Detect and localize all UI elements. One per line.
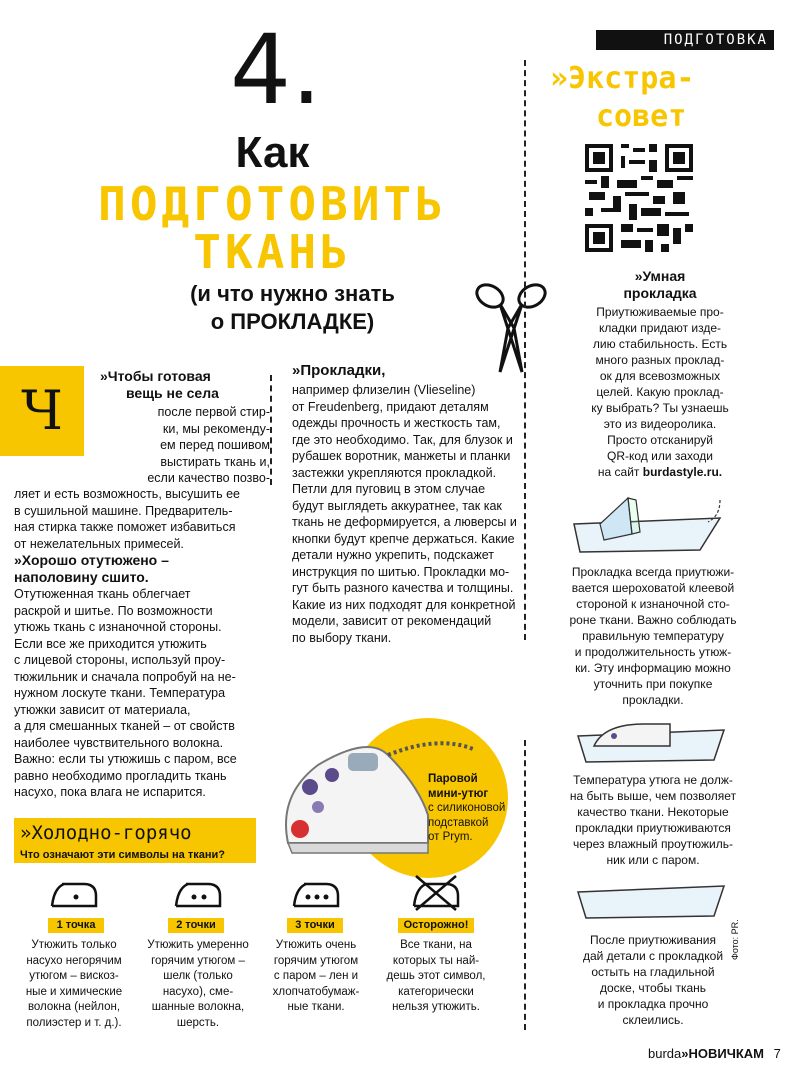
text-line: Утюжить умеренно (147, 939, 249, 951)
text-line: Петли для пуговиц в этом случае (292, 482, 486, 496)
heading-wash: »Чтобы готовая (100, 368, 211, 384)
text-line: например флизелин (Vlieseline) (292, 383, 476, 397)
text-line: с лицевой стороны, используй проу- (14, 653, 226, 667)
text-line: ная стирка также поможет избавиться (14, 520, 236, 534)
care-label-1: 1 точка (48, 918, 104, 933)
text-line: Утюжить очень (275, 939, 357, 951)
footer-brand: burda (648, 1046, 682, 1061)
photo-credit: Фото: PR. (730, 919, 740, 960)
text-line: стороной к изнаночной сто- (576, 597, 730, 611)
heading-wash-2: вещь не села (126, 385, 219, 401)
iron-caption-title-2: мини-утюг (428, 787, 489, 800)
text-line: волокна (нейлон, (27, 1001, 121, 1013)
text-line: после первой стир- (157, 405, 270, 419)
text-line: Важно: если ты утюжишь с паром, все (14, 752, 237, 766)
text-line: от нежелательных примесей. (14, 536, 184, 551)
text-line: гут быть разного качества и толщины. (292, 581, 514, 595)
text-line: на сайт (597, 465, 640, 479)
text-line: горячим утюгом – (151, 954, 245, 967)
care-label-4: Осторожно! (398, 918, 474, 933)
text-line: утюжь ткань с изнаночной стороны. (14, 620, 222, 634)
footer-rubric: »НОВИЧКАМ (681, 1046, 764, 1061)
text-line: много разных проклад- (595, 353, 725, 367)
text-line: лию стабильность. Есть (592, 337, 728, 351)
iron-three-dots-icon (290, 876, 342, 910)
subtitle-line-1: (и что нужно знать (190, 281, 395, 306)
text-line: тюжильник и сначала попробуй на не- (14, 669, 236, 684)
title-line-2: ПОДГОТОВИТЬ (98, 177, 447, 231)
care-label-2: 2 точки (168, 918, 224, 933)
column-divider (270, 375, 272, 485)
text-line: ки, мы рекоменду- (162, 421, 270, 436)
text-line: от Freudenberg, придают деталям (292, 399, 489, 414)
text-line: утюжки зависит от материала, (14, 702, 191, 717)
text-line: и прокладка прочно (597, 997, 709, 1011)
text-line: в сушильной машине. Предваритель- (14, 503, 233, 518)
cooling-fabric-illustration (574, 882, 730, 922)
text-line: это из видеоролика. (603, 417, 717, 431)
page-number: 7 (773, 1046, 781, 1061)
dropcap-box (0, 366, 84, 456)
text-line: правильную температуру (582, 629, 724, 643)
text-line: нужном лоскуте ткани. Температура (14, 686, 226, 700)
column-divider (524, 60, 526, 640)
text-line: Отутюженная ткань облегчает (14, 587, 191, 601)
text-line: которых ты най- (392, 954, 480, 967)
text-line: Прокладка всегда приутюжи- (571, 565, 735, 579)
text-line: роне ткани. Важно соблюдать (569, 613, 737, 627)
site-link[interactable]: burdastyle.ru. (642, 465, 723, 479)
text-line: качество ткани. Некоторые (577, 805, 729, 819)
text-line: целей. Какую проклад- (596, 385, 724, 399)
text-line: одежды прочность и жесткость там, (292, 416, 501, 430)
text-line: рубашек воротник, манжеты и планки (292, 449, 511, 463)
title-line-1: Как (235, 128, 310, 177)
ironing-interfacing-illustration (574, 716, 730, 764)
interfacing-fabric-illustration (570, 494, 730, 556)
text-line: ем перед пошивом (160, 438, 270, 452)
subtitle-line-2: о ПРОКЛАДКЕ) (210, 309, 375, 334)
text-line: с паром – лен и (273, 970, 359, 982)
text-line: а для смешанных тканей – от свойств (14, 719, 235, 733)
text-line: QR-код или заходи (606, 449, 714, 463)
text-line: прокладки приутюживаются (575, 821, 731, 835)
text-line: ткань не деформируется, а люверсы и (292, 515, 517, 529)
text-line: доске, чтобы ткань (599, 981, 707, 995)
text-line: хлопчатобумаж- (272, 985, 360, 998)
text-line: ные ткани. (287, 1001, 345, 1013)
footer (648, 1046, 781, 1062)
step-number: 4. (230, 14, 322, 126)
text-line: вается шероховатой клеевой (571, 581, 735, 595)
text-line: Если все же приходится утюжить (14, 636, 207, 651)
text-line: ляет и есть возможность, высушить ее (14, 487, 241, 501)
text-line: и продолжительность утюж- (574, 645, 732, 659)
text-line: наиболее чувствительного волокна. (14, 735, 224, 750)
text-line: полиэстер и т. д.). (26, 1016, 122, 1029)
smart-interfacing-heading: »Умная (634, 268, 686, 284)
text-line: ник или с паром. (606, 853, 700, 867)
no-ironing-icon (410, 872, 462, 912)
care-label-3: 3 точки (287, 918, 343, 933)
text-line: Приутюживаемые про- (596, 305, 724, 319)
text-line: насухо негорячим (26, 954, 122, 967)
text-line: насухо, пока влага не испарится. (14, 785, 206, 799)
iron-two-dots-icon (172, 876, 224, 910)
text-line: прокладки. (622, 693, 684, 707)
text-line: застежки укрепляются прокладкой. (292, 465, 497, 480)
text-line: будут выглядеть аккуратнее, так как (292, 498, 502, 513)
text-line: ок для всевозможных (599, 369, 721, 383)
text-line: с силиконовой (428, 802, 506, 814)
text-line: Просто отсканируй (607, 433, 713, 447)
text-line: Утюжить только (31, 939, 117, 951)
text-line: кладки придают изде- (598, 321, 722, 335)
text-line: ку выбрать? Ты узнаешь (591, 401, 729, 415)
text-line: шелк (только (163, 970, 233, 982)
smart-interfacing-heading-2: прокладка (623, 285, 697, 301)
text-line: утюгом – вискоз- (29, 970, 119, 982)
text-line: подставкой (428, 816, 489, 829)
text-line: раскрой и шитье. По возможности (14, 603, 213, 618)
text-line: горячим утюгом (273, 954, 359, 967)
text-line: если качество позво- (147, 471, 270, 485)
text-line: дай детали с прокладкой (582, 949, 724, 963)
text-line: склеились. (622, 1013, 684, 1027)
qr-code[interactable] (585, 144, 693, 252)
text-line: уточнить при покупке (593, 677, 713, 691)
section-label: ПОДГОТОВКА (596, 30, 774, 50)
iron-one-dot-icon (48, 876, 100, 910)
heading-ironed-2: наполовину сшито. (14, 569, 149, 585)
text-line: Все ткани, на (400, 939, 472, 951)
title-line-3: ТКАНЬ (193, 225, 352, 279)
text-line: равно необходимо прогладить ткань (14, 768, 227, 783)
text-line: Какие из них подходят для конкретной (292, 597, 516, 612)
text-line: через влажный проутюжиль- (573, 837, 733, 851)
text-line: модели, зависит от рекомендаций (292, 614, 492, 628)
text-line: от Prym. (428, 831, 473, 843)
text-line: категорически (398, 985, 474, 998)
text-line: дешь этот символ, (386, 970, 486, 982)
extra-title-2: совет (596, 99, 687, 134)
coldhot-subtitle: Что означают эти символы на ткани? (14, 848, 256, 863)
heading-ironed: »Хорошо отутюжено – (14, 552, 169, 568)
text-line: где это необходимо. Так, для блузок и (292, 432, 513, 447)
text-line: кнопки будут крепче держаться. Какие (292, 531, 515, 546)
text-line: шанные волокна, (151, 1001, 245, 1013)
text-line: Температура утюга не долж- (573, 773, 733, 787)
extra-title-1: »Экстра- (550, 61, 695, 96)
text-line: на быть выше, чем позволяет (569, 789, 737, 803)
text-line: выстирать ткань и, (160, 454, 270, 469)
text-line: ные и химические (25, 985, 123, 998)
iron-caption-title: Паровой (428, 773, 478, 785)
text-line: остыть на гладильной (591, 965, 715, 979)
heading-interfacing: »Прокладки, (292, 362, 386, 379)
text-line: ки. Эту информацию можно (575, 661, 731, 675)
dropcap-letter: Ч (21, 379, 63, 442)
text-line: детали нужно укрепить, подскажет (292, 548, 494, 562)
coldhot-title: »Холодно-горячо (14, 818, 256, 848)
text-line: После приутюживания (589, 933, 717, 947)
text-line: насухо), сме- (162, 985, 234, 998)
text-line: нельзя утюжить. (392, 1001, 480, 1013)
scissors-icon (470, 278, 552, 376)
text-line: инструкция по шитью. Прокладки мо- (292, 564, 510, 579)
text-line: шерсть. (176, 1016, 220, 1029)
text-line: по выбору ткани. (292, 630, 392, 645)
